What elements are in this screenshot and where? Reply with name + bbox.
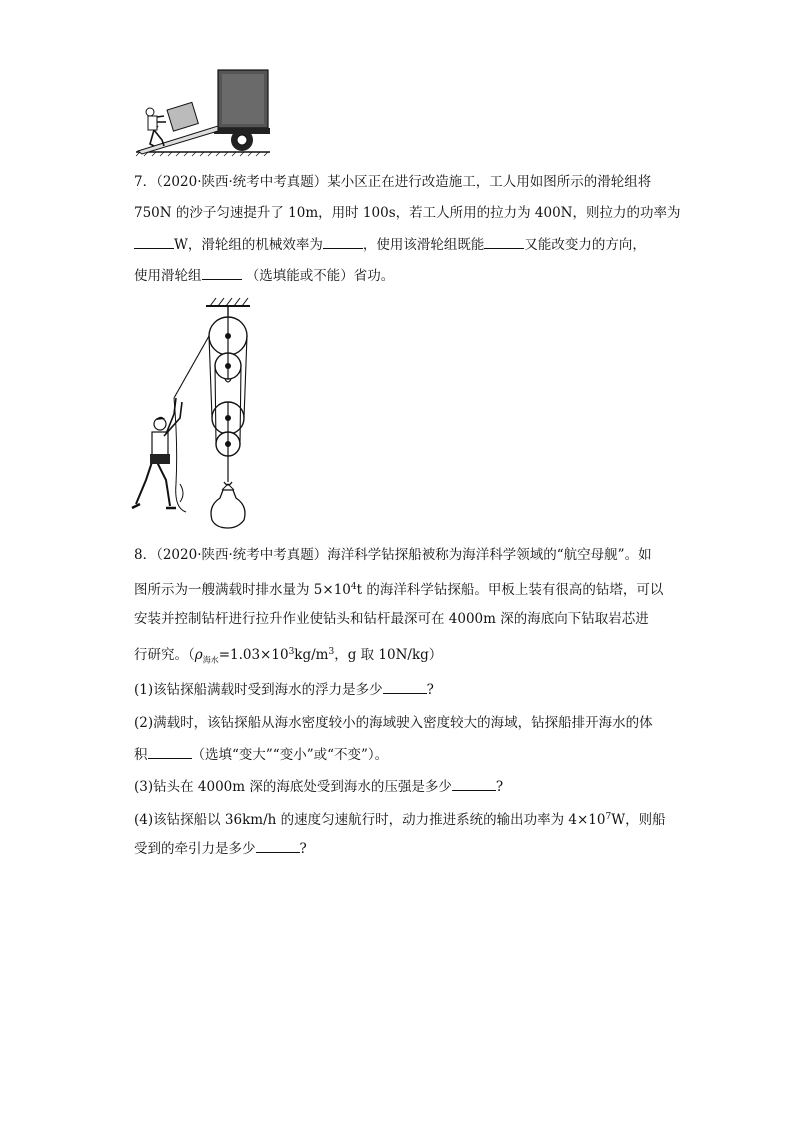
answer-blank-buoyancy[interactable] — [383, 679, 427, 694]
q8-line-3: 安装并控制钻杆进行拉升作业使钻头和钻杆最深可在 4000m 深的海底向下钻取岩芯进 — [134, 611, 649, 627]
answer-blank-efficiency[interactable] — [323, 234, 363, 249]
q7-line-2: 750N 的沙子匀速提升了 10m，用时 100s，若工人所用的拉力为 400N，则拉力的功率为 — [134, 205, 681, 221]
answer-blank-saves-work[interactable] — [202, 265, 242, 280]
q8-sub-3: (3)钻头在 4000m 深的海底处受到海水的压强是多少 ? — [134, 776, 503, 797]
q8-line-1: 8．（2020·陕西·统考中考真题）海洋科学钻探船被称为海洋科学领域的“航空母舰”。如 — [134, 547, 652, 563]
q8-sub-1: (1)该钻探船满载时受到海水的浮力是多少 ? — [134, 679, 434, 700]
answer-blank-volume[interactable] — [148, 744, 192, 759]
answer-blank-saves-force[interactable] — [484, 234, 524, 249]
q8-sub-2b: 积 （选填“变大”“变小”或“不变”）。 — [134, 744, 388, 765]
q7-line-3: W，滑轮组的机械效率为 ，使用该滑轮组既能 又能改变力的方向， — [134, 234, 646, 255]
q8-sub-4a: (4)该钻探船以 36km/h 的速度匀速航行时，动力推进系统的输出功率为 $4\times 10^7W$，则船 — [134, 812, 666, 828]
q8-line-2: 图所示为一艘满载时排水量为 $5\times 10^4t$ 的海洋科学钻探船。甲板上装有很高的钻塔，可以 — [134, 582, 664, 598]
q8-sub-4b: 受到的牵引力是多少 ? — [134, 838, 307, 859]
q8-sub-2a: (2)满载时，该钻探船从海水密度较小的海域驶入密度较大的海域，钻探船排开海水的体 — [134, 715, 653, 731]
answer-blank-traction[interactable] — [256, 838, 300, 853]
answer-blank-pressure[interactable] — [452, 776, 496, 791]
q7-line-4: 使用滑轮组 （选填能或不能）省功。 — [134, 265, 394, 286]
q8-line-4: 行研究。（$\rho_{海水}=1.03\times 10^3kg/m^3$，g 取 10N/kg） — [134, 647, 443, 665]
truck-ramp-figure — [134, 68, 274, 158]
answer-blank-power[interactable] — [134, 234, 174, 249]
pulley-system-figure — [130, 294, 260, 530]
q7-line-1: 7．（2020·陕西·统考中考真题）某小区正在进行改造施工，工人用如图所示的滑轮组将 — [134, 174, 652, 190]
